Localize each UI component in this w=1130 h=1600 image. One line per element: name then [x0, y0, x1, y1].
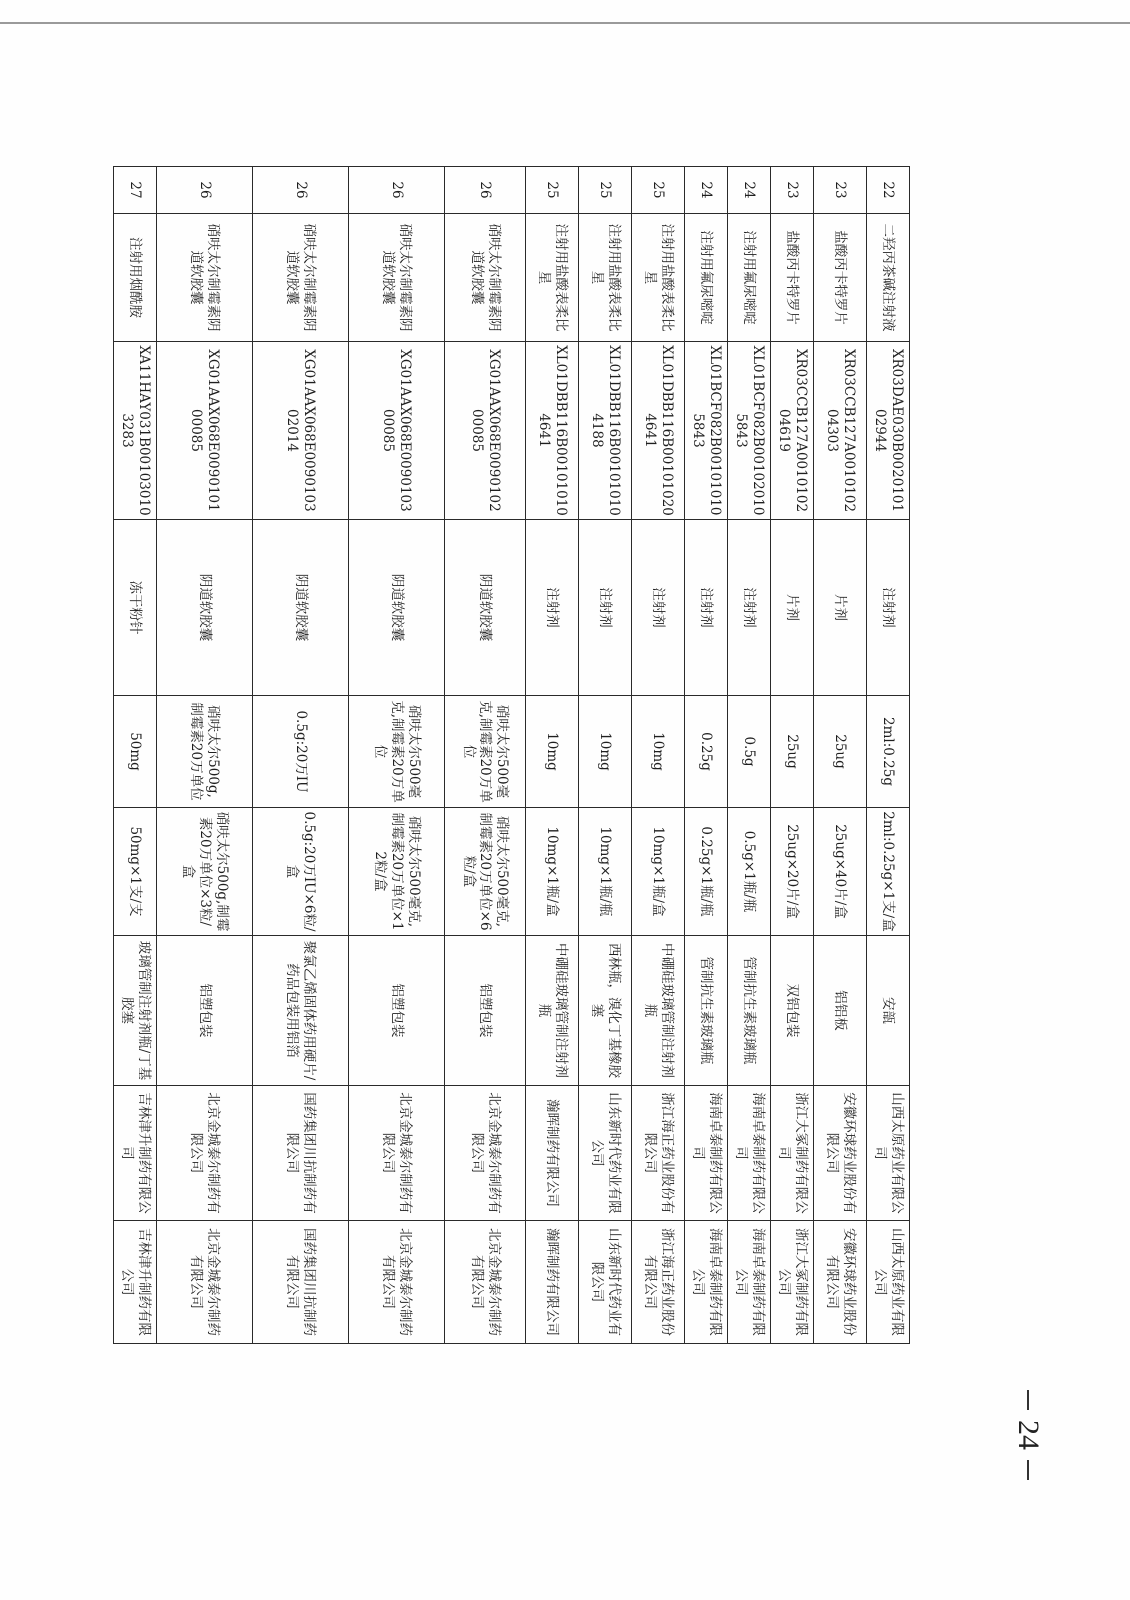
cell-manufacturer: 山东新时代药业有限公司 [579, 1221, 632, 1344]
cell-packaging-spec: 50mg×1支/支 [114, 808, 157, 936]
cell-drug-code: XR03CCB127A001010204619 [771, 342, 814, 520]
cell-packaging-material: 铝铝板 [814, 936, 867, 1086]
cell-drug-code: XL01DBB116B001010104188 [579, 342, 632, 520]
cell-packaging-material: 管制抗生素玻璃瓶 [685, 936, 728, 1086]
cell-applicant: 安徽环球药业股份有限公司 [814, 1086, 867, 1221]
cell-packaging-material: 聚氯乙烯固体药用硬片/药品包装用铝箔 [253, 936, 349, 1086]
cell-applicant: 北京金城泰尔制药有限公司 [349, 1086, 445, 1221]
cell-drug-code: XL01BCF082B001010105843 [685, 342, 728, 520]
cell-specification: 0.5g [728, 696, 771, 808]
cell-number: 25 [632, 167, 685, 214]
cell-applicant: 国药集团川抗制药有限公司 [253, 1086, 349, 1221]
cell-drug-name: 硝呋太尔制霉素阴道软胶囊 [349, 214, 445, 342]
cell-manufacturer: 北京金城泰尔制药有限公司 [349, 1221, 445, 1344]
cell-number: 26 [445, 167, 526, 214]
table-row [867, 167, 910, 1481]
cell-packaging-spec: 0.25g×1瓶/瓶 [685, 808, 728, 936]
cell-drug-code: XR03DAE030B002010102944 [867, 342, 910, 520]
cell-drug-code: XL01DBB116B001010104641 [526, 342, 579, 520]
cell-packaging-material: 铝塑包装 [445, 936, 526, 1086]
cell-specification: 0.25g [685, 696, 728, 808]
table-row [349, 167, 445, 1481]
cell-number: 23 [771, 167, 814, 214]
cell-number: 25 [526, 167, 579, 214]
cell-drug-name: 盐酸丙卡特罗片 [814, 214, 867, 342]
cell-drug-name: 注射用盐酸表柔比星 [632, 214, 685, 342]
cell-specification: 25ug [771, 696, 814, 808]
cell-manufacturer: 安徽环球药业股份有限公司 [814, 1221, 867, 1344]
page-number [1008, 1390, 1048, 1480]
cell-packaging-spec: 硝呋太尔500毫克,制霉素20万单位×12粒/盒 [349, 808, 445, 936]
cell-packaging-material: 中硼硅玻璃管制注射剂瓶 [526, 936, 579, 1086]
cell-manufacturer: 北京金城泰尔制药有限公司 [157, 1221, 253, 1344]
cell-manufacturer: 浙江海正药业股份有限公司 [632, 1221, 685, 1344]
table-row [114, 167, 157, 1481]
cell-packaging-material: 中硼硅玻璃管制注射剂瓶 [632, 936, 685, 1086]
cell-number: 25 [579, 167, 632, 214]
cell-drug-code: XA11HAY031B001030103283 [114, 342, 157, 520]
cell-dosage-form: 注射剂 [685, 520, 728, 696]
cell-dosage-form: 注射剂 [579, 520, 632, 696]
cell-number: 26 [253, 167, 349, 214]
cell-dosage-form: 注射剂 [526, 520, 579, 696]
cell-number: 23 [814, 167, 867, 214]
table-row [526, 167, 579, 1481]
cell-packaging-spec: 硝呋太尔500g,制霉素20万单位×3粒/盒 [157, 808, 253, 936]
cell-dosage-form: 阴道软胶囊 [445, 520, 526, 696]
cell-dosage-form: 注射剂 [867, 520, 910, 696]
cell-number: 24 [728, 167, 771, 214]
table-row [728, 167, 771, 1481]
cell-packaging-material: 铝塑包装 [157, 936, 253, 1086]
cell-manufacturer: 山西太原药业有限公司 [867, 1221, 910, 1344]
cell-dosage-form: 片剂 [771, 520, 814, 696]
cell-dosage-form: 片剂 [814, 520, 867, 696]
cell-number: 27 [114, 167, 157, 214]
cell-dosage-form: 冻干粉针 [114, 520, 157, 696]
cell-number: 26 [157, 167, 253, 214]
cell-dosage-form: 阴道软胶囊 [349, 520, 445, 696]
cell-packaging-material: 双铝包装 [771, 936, 814, 1086]
table-row [814, 167, 867, 1481]
cell-specification: 10mg [632, 696, 685, 808]
table-row [632, 167, 685, 1481]
cell-number: 22 [867, 167, 910, 214]
cell-drug-name: 硝呋太尔制霉素阴道软胶囊 [253, 214, 349, 342]
page-number-dash [1027, 1390, 1029, 1410]
cell-manufacturer: 海南卓泰制药有限公司 [685, 1221, 728, 1344]
table-row [685, 167, 728, 1481]
cell-drug-code: XG01AAX068E009010100085 [157, 342, 253, 520]
cell-applicant: 瀚晖制药有限公司 [526, 1086, 579, 1221]
rotated-table-container [119, 166, 910, 1480]
cell-applicant: 浙江海正药业股份有限公司 [632, 1086, 685, 1221]
cell-packaging-spec: 2ml:0.25g×1支/盒 [867, 808, 910, 936]
cell-specification: 2ml:0.25g [867, 696, 910, 808]
cell-applicant: 山西太原药业有限公司 [867, 1086, 910, 1221]
cell-dosage-form: 阴道软胶囊 [253, 520, 349, 696]
cell-specification: 硝呋太尔500毫克,制霉素20万单位 [445, 696, 526, 808]
cell-packaging-material: 西林瓶，溴化丁基橡胶塞 [579, 936, 632, 1086]
cell-specification: 硝呋太尔500毫克,制霉素20万单位 [349, 696, 445, 808]
cell-number: 24 [685, 167, 728, 214]
cell-packaging-material: 安瓿 [867, 936, 910, 1086]
cell-manufacturer: 国药集团川抗制药有限公司 [253, 1221, 349, 1344]
cell-specification: 10mg [526, 696, 579, 808]
scan-top-edge [0, 22, 1130, 24]
cell-dosage-form: 注射剂 [728, 520, 771, 696]
table-row [157, 167, 253, 1481]
cell-applicant: 北京金城泰尔制药有限公司 [445, 1086, 526, 1221]
cell-packaging-spec: 25ug×20片/盒 [771, 808, 814, 936]
cell-applicant: 浙江大冢制药有限公司 [771, 1086, 814, 1221]
cell-specification: 50mg [114, 696, 157, 808]
cell-drug-name: 注射用盐酸表柔比星 [579, 214, 632, 342]
cell-manufacturer: 瀚晖制药有限公司 [526, 1221, 579, 1344]
cell-drug-code: XR03CCB127A001010204303 [814, 342, 867, 520]
page-number-dash [1027, 1460, 1029, 1480]
cell-specification: 0.5g:20万IU [253, 696, 349, 808]
cell-packaging-material: 玻璃管制注射剂瓶/丁基胶塞 [114, 936, 157, 1086]
cell-drug-name: 注射用烟酰胺 [114, 214, 157, 342]
cell-drug-name: 注射用盐酸表柔比星 [526, 214, 579, 342]
cell-drug-code: XG01AAX068E009010200085 [445, 342, 526, 520]
cell-applicant: 海南卓泰制药有限公司 [685, 1086, 728, 1221]
cell-drug-name: 注射用氟尿嘧啶 [728, 214, 771, 342]
table-row [771, 167, 814, 1481]
cell-packaging-material: 铝塑包装 [349, 936, 445, 1086]
table-row [445, 167, 526, 1481]
cell-specification: 硝呋太尔500g,制霉素20万单位 [157, 696, 253, 808]
cell-specification: 25ug [814, 696, 867, 808]
cell-manufacturer: 北京金城泰尔制药有限公司 [445, 1221, 526, 1344]
cell-packaging-spec: 0.5g×1瓶/瓶 [728, 808, 771, 936]
cell-applicant: 山东新时代药业有限公司 [579, 1086, 632, 1221]
cell-packaging-spec: 硝呋太尔500毫克,制霉素20万单位×6粒/盒 [445, 808, 526, 936]
cell-packaging-spec: 10mg×1瓶/盒 [526, 808, 579, 936]
cell-drug-name: 二羟丙茶碱注射液 [867, 214, 910, 342]
cell-manufacturer: 海南卓泰制药有限公司 [728, 1221, 771, 1344]
cell-packaging-material: 管制抗生素玻璃瓶 [728, 936, 771, 1086]
cell-applicant: 吉林津升制药有限公司 [114, 1086, 157, 1221]
cell-drug-name: 盐酸丙卡特罗片 [771, 214, 814, 342]
cell-packaging-spec: 10mg×1瓶/盒 [632, 808, 685, 936]
cell-specification: 10mg [579, 696, 632, 808]
cell-number: 26 [349, 167, 445, 214]
page-number-text: 24 [1012, 1420, 1045, 1450]
cell-packaging-spec: 25ug×40片/盒 [814, 808, 867, 936]
drug-catalog-table [113, 166, 910, 1481]
cell-manufacturer: 浙江大冢制药有限公司 [771, 1221, 814, 1344]
cell-drug-name: 注射用氟尿嘧啶 [685, 214, 728, 342]
cell-drug-name: 硝呋太尔制霉素阴道软胶囊 [157, 214, 253, 342]
cell-drug-code: XG01AAX068E009010300085 [349, 342, 445, 520]
cell-applicant: 海南卓泰制药有限公司 [728, 1086, 771, 1221]
table-row [579, 167, 632, 1481]
cell-applicant: 北京金城泰尔制药有限公司 [157, 1086, 253, 1221]
cell-manufacturer: 吉林津升制药有限公司 [114, 1221, 157, 1344]
cell-drug-code: XG01AAX068E009010302014 [253, 342, 349, 520]
cell-packaging-spec: 10mg×1瓶/瓶 [579, 808, 632, 936]
cell-dosage-form: 阴道软胶囊 [157, 520, 253, 696]
cell-dosage-form: 注射剂 [632, 520, 685, 696]
cell-drug-code: XL01BCF082B001020105843 [728, 342, 771, 520]
cell-packaging-spec: 0.5g:20万IU×6粒/盒 [253, 808, 349, 936]
cell-drug-code: XL01DBB116B001010204641 [632, 342, 685, 520]
cell-drug-name: 硝呋太尔制霉素阴道软胶囊 [445, 214, 526, 342]
table-row [253, 167, 349, 1481]
